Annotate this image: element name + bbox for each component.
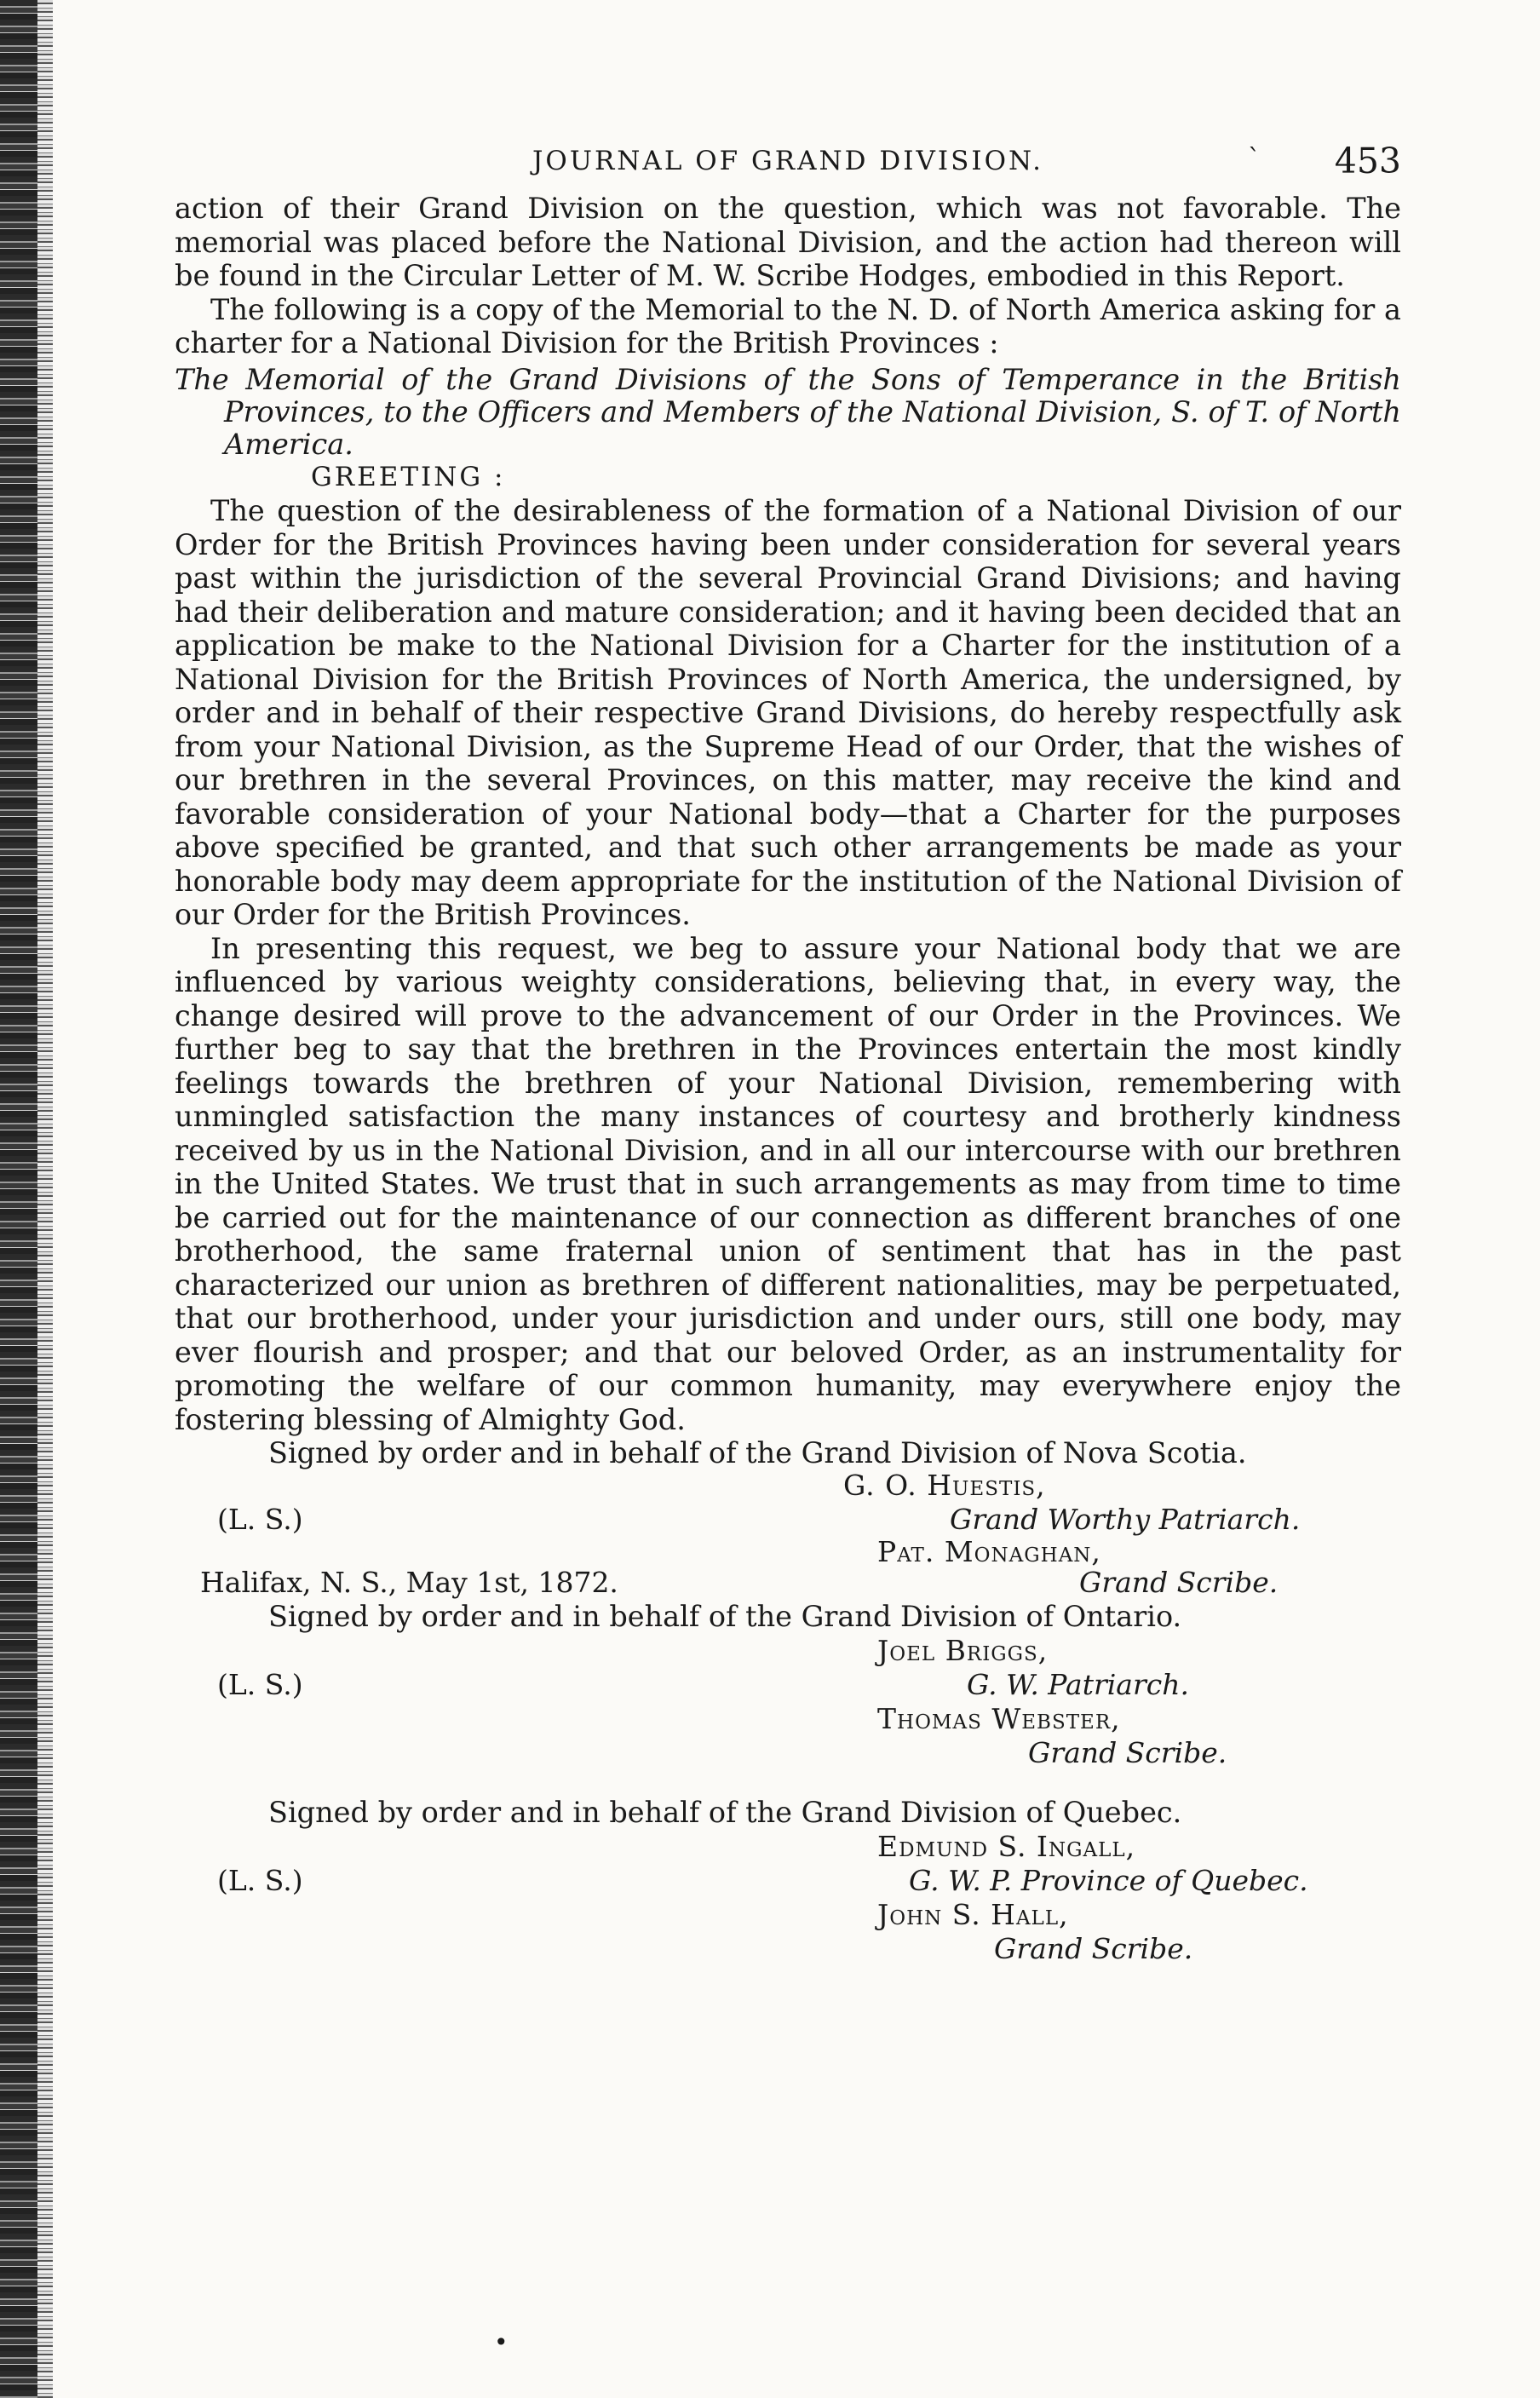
bottom-dot: • <box>494 2328 509 2356</box>
seal-mark: (L. S.) <box>217 1503 303 1536</box>
signer-title: Grand Scribe. <box>994 1932 1193 1965</box>
signer-title: G. W. P. Province of Quebec. <box>909 1864 1308 1897</box>
signer-name: Joel Briggs, <box>877 1634 1049 1667</box>
book-spine-edge <box>0 0 53 2398</box>
signer-name: Pat. Monaghan, <box>877 1535 1101 1568</box>
memorial-title: The Memorial of the Grand Divisions of the Sons of Temperance in the British Provinces, to the Officers and Members of the National Division, S. of T. of North America. <box>175 362 1401 461</box>
signer-title: Grand Worthy Patriarch. <box>950 1503 1301 1536</box>
seal-mark: (L. S.) <box>217 1864 303 1897</box>
signature-line: Signed by order and in behalf of the Grand Division of Quebec. <box>268 1796 1182 1829</box>
signature-block-ontario <box>175 1600 1401 1796</box>
page <box>175 141 1401 1966</box>
paragraph-4: In presenting this request, we beg to assure your National body that we are influenced by various weighty considerations, believing that, in every way, the change desired will prove to the advancement of our Order in the Provinces. We further beg to say that the brethren in the Provinces entertain the most kindly feelings towards the brethren of your National Division, remembering with unmingled satisfaction the many instances of courtesy and brotherly kindness received by us in the National Division, and in all our intercourse with our brethren in the United States. We trust that in such arrangements as may from time to time be carried out for the maintenance of our connection as different branches of one brotherhood, the same fraternal union of sentiment that has in the past characterized our union as brethren of different nationalities, may be perpetuated, that our brotherhood, under your jurisdiction and under ours, still one body, may ever flourish and prosper; and that our beloved Order, as an instrumentality for promoting the welfare of our common humanity, may everywhere enjoy the fostering blessing of Almighty God. <box>175 931 1401 1436</box>
signature-block-quebec <box>175 1796 1401 1966</box>
seal-mark: (L. S.) <box>217 1668 303 1701</box>
signature-block-nova-scotia <box>175 1436 1401 1599</box>
signer-name: John S. Hall, <box>877 1898 1069 1931</box>
tick-mark: ˋ <box>1248 144 1261 174</box>
signer-name: Edmund S. Ingall, <box>877 1830 1136 1863</box>
signature-line: Signed by order and in behalf of the Grand Division of Nova Scotia. <box>268 1436 1247 1469</box>
running-head: JOURNAL OF GRAND DIVISION. <box>532 146 1043 176</box>
signer-title: Grand Scribe. <box>1028 1736 1227 1769</box>
paragraph-1: action of their Grand Division on the question, which was not favorable. The memorial was placed before the National Division, and the action had thereon will be found in the Circular Letter of M. W. Scribe Hodges, embodied in this Report. <box>175 192 1401 292</box>
paragraph-3: The question of the desirableness of the formation of a National Division of our Order for the British Provinces having been under consideration for several years past within the jurisdiction of the several Provincial Grand Divisions; and having had their deliberation and mature consideration; and it having been decided that an application be make to the National Division for a Charter for the institution of a National Division for the British Provinces of North America, the undersigned, by order and in behalf of their respective Grand Divisions, do hereby respectfully ask from your National Division, as the Supreme Head of our Order, that the wishes of our brethren in the several Provinces, on this matter, may receive the kind and favorable consideration of your National body—that a Charter for the purposes above specified be granted, and that such other arrangements be made as your honorable body may deem appropriate for the institution of the National Division of our Order for the British Provinces. <box>175 494 1401 931</box>
place-date: Halifax, N. S., May 1st, 1872. <box>200 1566 618 1599</box>
page-header <box>175 141 1401 192</box>
signer-title: G. W. Patriarch. <box>967 1668 1189 1701</box>
signature-line: Signed by order and in behalf of the Grand Division of Ontario. <box>268 1600 1182 1633</box>
paragraph-2: The following is a copy of the Memorial to the N. D. of North America asking for a charter for a National Division for the British Provinces : <box>175 292 1401 359</box>
signer-name: Thomas Webster, <box>877 1702 1121 1735</box>
signer-title: Grand Scribe. <box>1079 1566 1279 1599</box>
page-number: 453 <box>1334 141 1401 181</box>
signer-name: G. O. Huestis, <box>843 1469 1046 1502</box>
greeting: GREETING : <box>311 461 506 492</box>
